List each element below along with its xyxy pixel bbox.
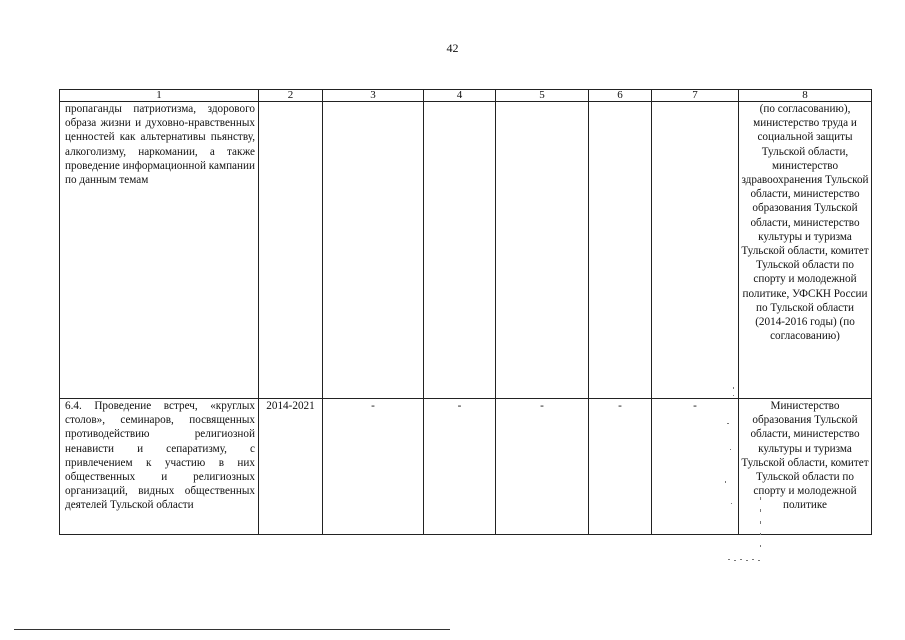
funding-cell xyxy=(589,102,652,399)
period-cell xyxy=(259,102,323,399)
header-col-7: 7 xyxy=(652,90,739,102)
funding-cell: - xyxy=(496,399,589,535)
footer-rule xyxy=(14,629,450,630)
period-cell: 2014-2021 xyxy=(259,399,323,535)
activity-description-cell: пропаганды патриотизма, здорового образа жизни и духовно-нравственных ценностей как альтернативы пьянству, алкоголизму, наркомании, а также проведение информационной кампании по данным темам xyxy=(60,102,259,399)
page-number: 42 xyxy=(446,41,459,55)
responsible-executors-cell: (по согласованию), министерство труда и социальной защиты Тульской области, министерство здравоохранения Тульской области, министерство образования Тульской области, министерство культуры и туризма Тульской области, комитет Тульской области по спорту и молодежной политике, УФСКН России по Тульской области (2014-2016 годы) (по согласованию) xyxy=(739,102,872,399)
activity-description-cell: 6.4. Проведение встреч, «круглых столов», семинаров, посвященных противодействию религиозной ненависти и сепаратизму, с привлечением к участию в них общественных и религиозных организаций, видных общественных деятелей Тульской области xyxy=(60,399,259,535)
funding-cell: - xyxy=(589,399,652,535)
table-header-row xyxy=(60,90,872,102)
responsible-executors-cell: Министерство образования Тульской области, министерство культуры и туризма Тульской области, комитет Тульской области по спорту и молодежной политике xyxy=(739,399,872,535)
table-row xyxy=(60,102,872,399)
header-col-3: 3 xyxy=(323,90,424,102)
funding-cell xyxy=(323,102,424,399)
header-col-8: 8 xyxy=(739,90,872,102)
header-col-4: 4 xyxy=(424,90,496,102)
header-col-5: 5 xyxy=(496,90,589,102)
scan-noise-specks xyxy=(722,385,762,575)
header-col-2: 2 xyxy=(259,90,323,102)
funding-cell xyxy=(496,102,589,399)
header-col-1: 1 xyxy=(60,90,259,102)
funding-cell xyxy=(424,102,496,399)
funding-cell: - xyxy=(323,399,424,535)
funding-cell xyxy=(652,102,739,399)
funding-cell: - xyxy=(652,399,739,535)
header-col-6: 6 xyxy=(589,90,652,102)
funding-cell: - xyxy=(424,399,496,535)
